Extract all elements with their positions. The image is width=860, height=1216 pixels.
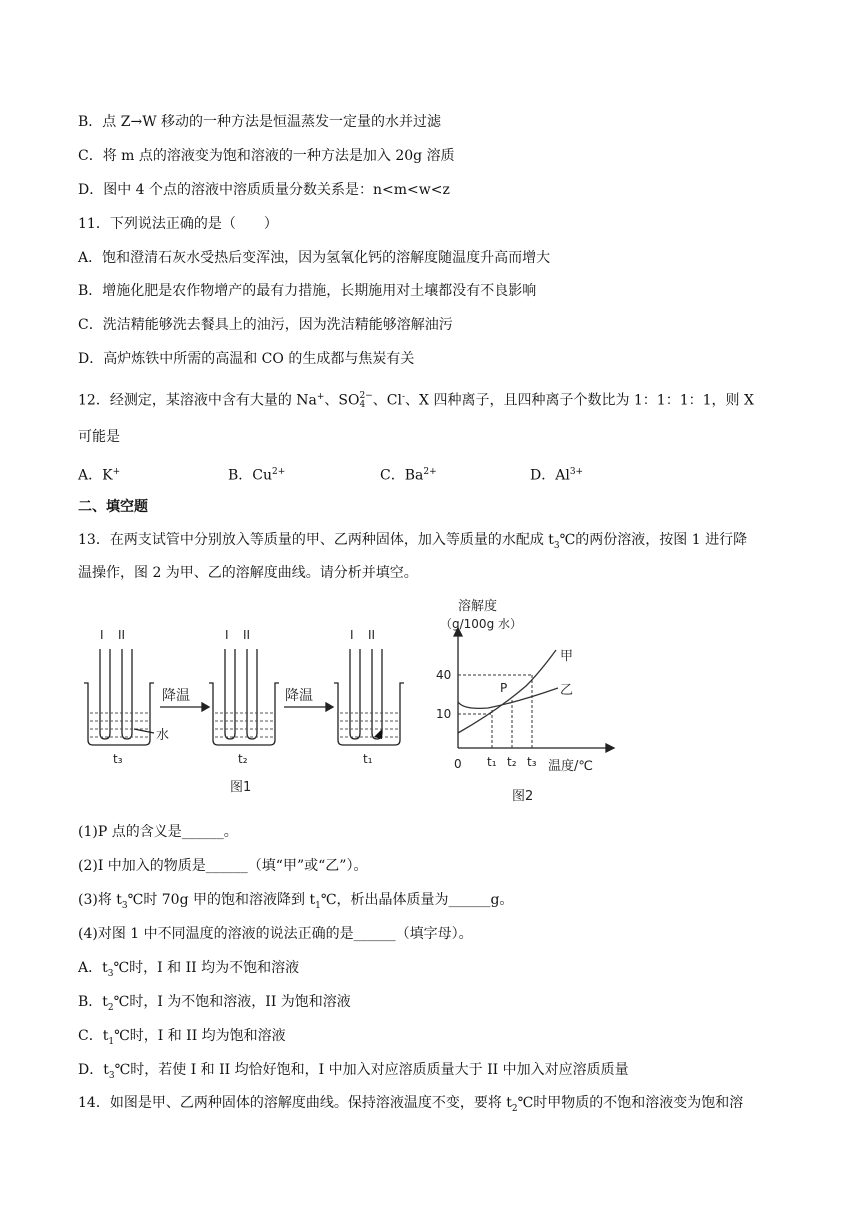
q13-option-c: C．$t_1℃$时，I 和 II 均为饱和溶液 [78,1028,286,1047]
q12-option-d: D．$Al^{3+}$ [530,467,584,484]
fig2-series-jia: 甲 [560,649,574,664]
curve-yi [458,688,558,708]
q11-stem: 11．下列说法正确的是（ ） [78,216,278,232]
fig2-xlabel: 温度/℃ [548,759,593,774]
fig2-point-p: P [500,681,508,695]
q13-option-a: A．$t_3℃$时，I 和 II 均为不饱和溶液 [78,960,300,979]
q12-option-b: B．$Cu^{2+}$ [228,467,286,484]
fig2-t2: t₂ [507,755,517,769]
fig1-tube-I-3: I [350,628,354,642]
fig2-t3: t₃ [527,755,537,769]
fig1-tube-II-2: II [243,628,251,642]
q11-option-a: A．饱和澄清石灰水受热后变浑浊，因为氢氧化钙的溶解度随温度升高而增大 [78,250,551,266]
fig1-water-label: 水 [156,728,170,743]
q12-sep2: 、Cl [372,392,402,409]
fig2-y10: 10 [436,707,452,721]
q12-sep1: 、SO [324,392,360,409]
fig1-t1: t₁ [363,752,373,766]
q13-part4: (4)对图 1 中不同温度的溶液的说法正确的是______（填字母）。 [78,926,473,942]
fig1-t2: t₂ [238,752,248,766]
q12-stem [78,387,754,411]
q12-option-c: C．$Ba^{2+}$ [380,467,437,484]
q14-stem: 14．如图是甲、乙两种固体的溶解度曲线。保持溶液温度不变，要将 $t_2℃$时甲物质的不饱和溶液变为饱和溶 [78,1095,744,1114]
so4-subscript: 4 [359,399,366,410]
q13-option-b: B．$t_2℃$时，I 为不饱和溶液，II 为饱和溶液 [78,994,351,1013]
fig2-ylabel: 溶解度 [458,599,498,614]
fig1-tube-I-1: I [100,628,104,642]
q12-post: 、X 四种离子，且四种离子个数比为 1：1：1：1，则 X [405,392,754,409]
q12-line2: 可能是 [78,429,120,445]
na-charge: + [316,392,325,402]
q13-part2: (2)I 中加入的物质是______（填“甲”或“乙”）。 [78,858,368,874]
fig1-arrow1-label: 降温 [162,688,190,704]
section-heading: 二、填空题 [78,499,148,515]
q11-option-d: D．高炉炼铁中所需的高温和 CO 的生成都与焦炭有关 [78,351,415,367]
fig2-yunit: （g/100g 水） [440,617,522,631]
q11-option-b: B．增施化肥是农作物增产的最有力措施，长期施用对土壤都没有不良影响 [78,283,537,299]
figure-1-beakers [78,615,418,800]
q10-option-d: D．图中 4 个点的溶液中溶质质量分数关系是：n<m<w<z [78,182,450,198]
fig1-arrow2-label: 降温 [285,688,313,704]
q10-option-c: C．将 m 点的溶液变为饱和溶液的一种方法是加入 20g 溶质 [78,148,455,164]
q13-part3: (3)将 $t_3℃$时 70g 甲的饱和溶液降到 $t_1℃$，析出晶体质量为______g。 [78,892,514,911]
fig2-t1: t₁ [487,755,497,769]
fig1-t3: t₃ [113,752,123,766]
figure-2-solubility-curve [428,590,638,810]
q12-option-a: A．K+ [78,467,121,484]
fig1-tube-II-1: II [118,628,126,642]
q13-stem-line1: 13．在两支试管中分别放入等质量的甲、乙两种固体，加入等质量的水配成 $t_3℃$的两份溶液，按图 1 进行降 [78,532,748,551]
fig1-tube-II-3: II [368,628,376,642]
q10-option-b: B．点 Z→W 移动的一种方法是恒温蒸发一定量的水并过滤 [78,114,442,130]
q12-pre: 12．经测定，某溶液中含有大量的 Na [78,392,317,409]
fig2-origin: 0 [454,757,462,771]
fig2-y40: 40 [436,668,452,682]
q13-stem-line2: 温操作，图 2 为甲、乙的溶解度曲线。请分析并填空。 [78,565,418,581]
q13-part1: (1)P 点的含义是______。 [78,824,238,840]
fig1-caption: 图1 [230,780,252,795]
fig2-series-yi: 乙 [560,683,574,698]
so4-charge: 2− [359,390,373,401]
q13-option-d: D．$t_3℃$时，若使 I 和 II 均恰好饱和，I 中加入对应溶质质量大于 II 中加入对应溶质质量 [78,1062,629,1081]
fig2-caption: 图2 [512,789,534,804]
cl-charge: - [401,392,406,402]
fig1-tube-I-2: I [225,628,229,642]
q11-option-c: C．洗洁精能够洗去餐具上的油污，因为洗洁精能够溶解油污 [78,317,453,333]
